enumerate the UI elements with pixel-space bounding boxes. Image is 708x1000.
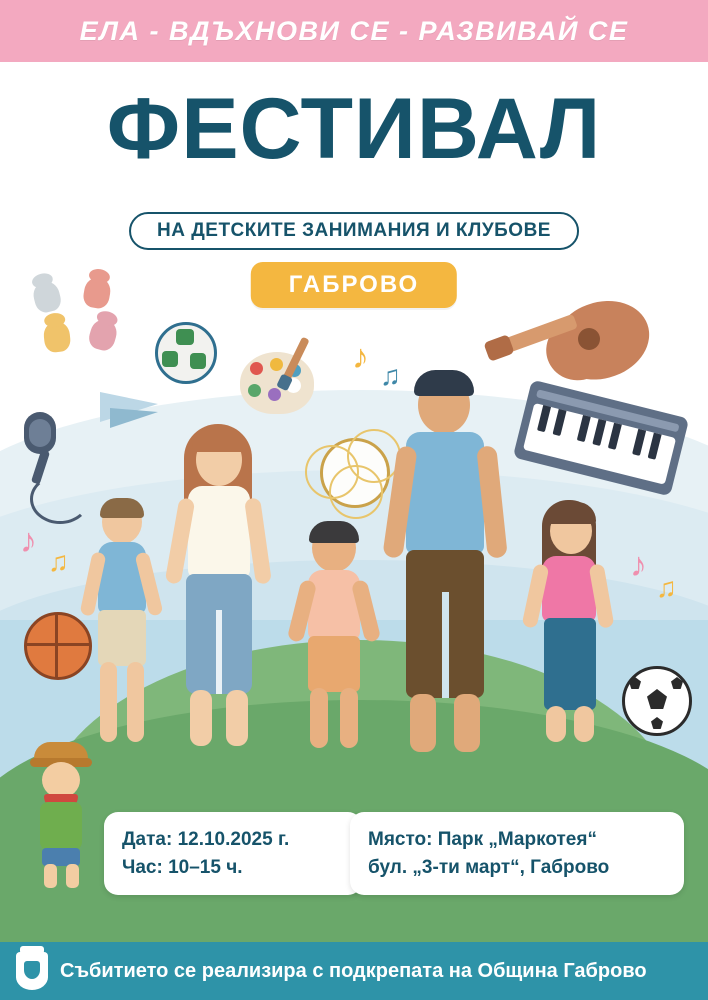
football-icon (622, 666, 692, 736)
gabrovo-coat-of-arms-icon (16, 952, 48, 990)
top-banner (0, 0, 708, 62)
event-date-line2: Час: 10–15 ч. (122, 856, 243, 878)
handprints-icon (26, 276, 136, 366)
footer-bar (0, 942, 708, 1000)
music-note-icon: ♫ (656, 572, 677, 603)
event-place-box (350, 812, 684, 895)
music-note-icon: ♪ (20, 522, 37, 560)
adult-woman (170, 424, 270, 752)
top-banner-text: ЕЛА - ВДЪХНОВИ СЕ - РАЗВИВАЙ СЕ (79, 15, 629, 46)
music-note-icon: ♪ (630, 546, 647, 584)
page-title: ФЕСТИВАЛ (106, 81, 602, 177)
event-place-line2: бул. „3-ти март“, Габрово (368, 856, 610, 878)
music-note-icon: ♫ (380, 360, 401, 391)
footer-text: Събитието се реализира с подкрепата на Община Габрово (60, 959, 647, 982)
event-date-box (104, 812, 362, 895)
subtitle-pill: НА ДЕТСКИТЕ ЗАНИМАНИЯ И КЛУБОВЕ (129, 212, 579, 250)
city-badge: ГАБРОВО (251, 262, 457, 308)
music-note-icon: ♫ (48, 546, 69, 577)
music-note-icon: ♪ (352, 338, 369, 376)
volleyball-icon (320, 438, 390, 508)
event-date-line1: Дата: 12.10.2025 г. (122, 829, 290, 850)
event-place-line1: Място: Парк „Маркотея“ (368, 829, 597, 850)
adult-man (390, 372, 500, 758)
microphone-icon (20, 412, 60, 508)
acoustic-guitar-icon (486, 276, 656, 396)
scout-boy-mascot-icon (28, 742, 94, 888)
child-girl-right (524, 500, 610, 748)
paper-plane-icon (100, 392, 170, 436)
green-blue-ball-icon (155, 322, 217, 384)
basketball-icon (24, 612, 92, 680)
child-boy-center (296, 524, 372, 752)
child-boy-left (86, 500, 158, 750)
